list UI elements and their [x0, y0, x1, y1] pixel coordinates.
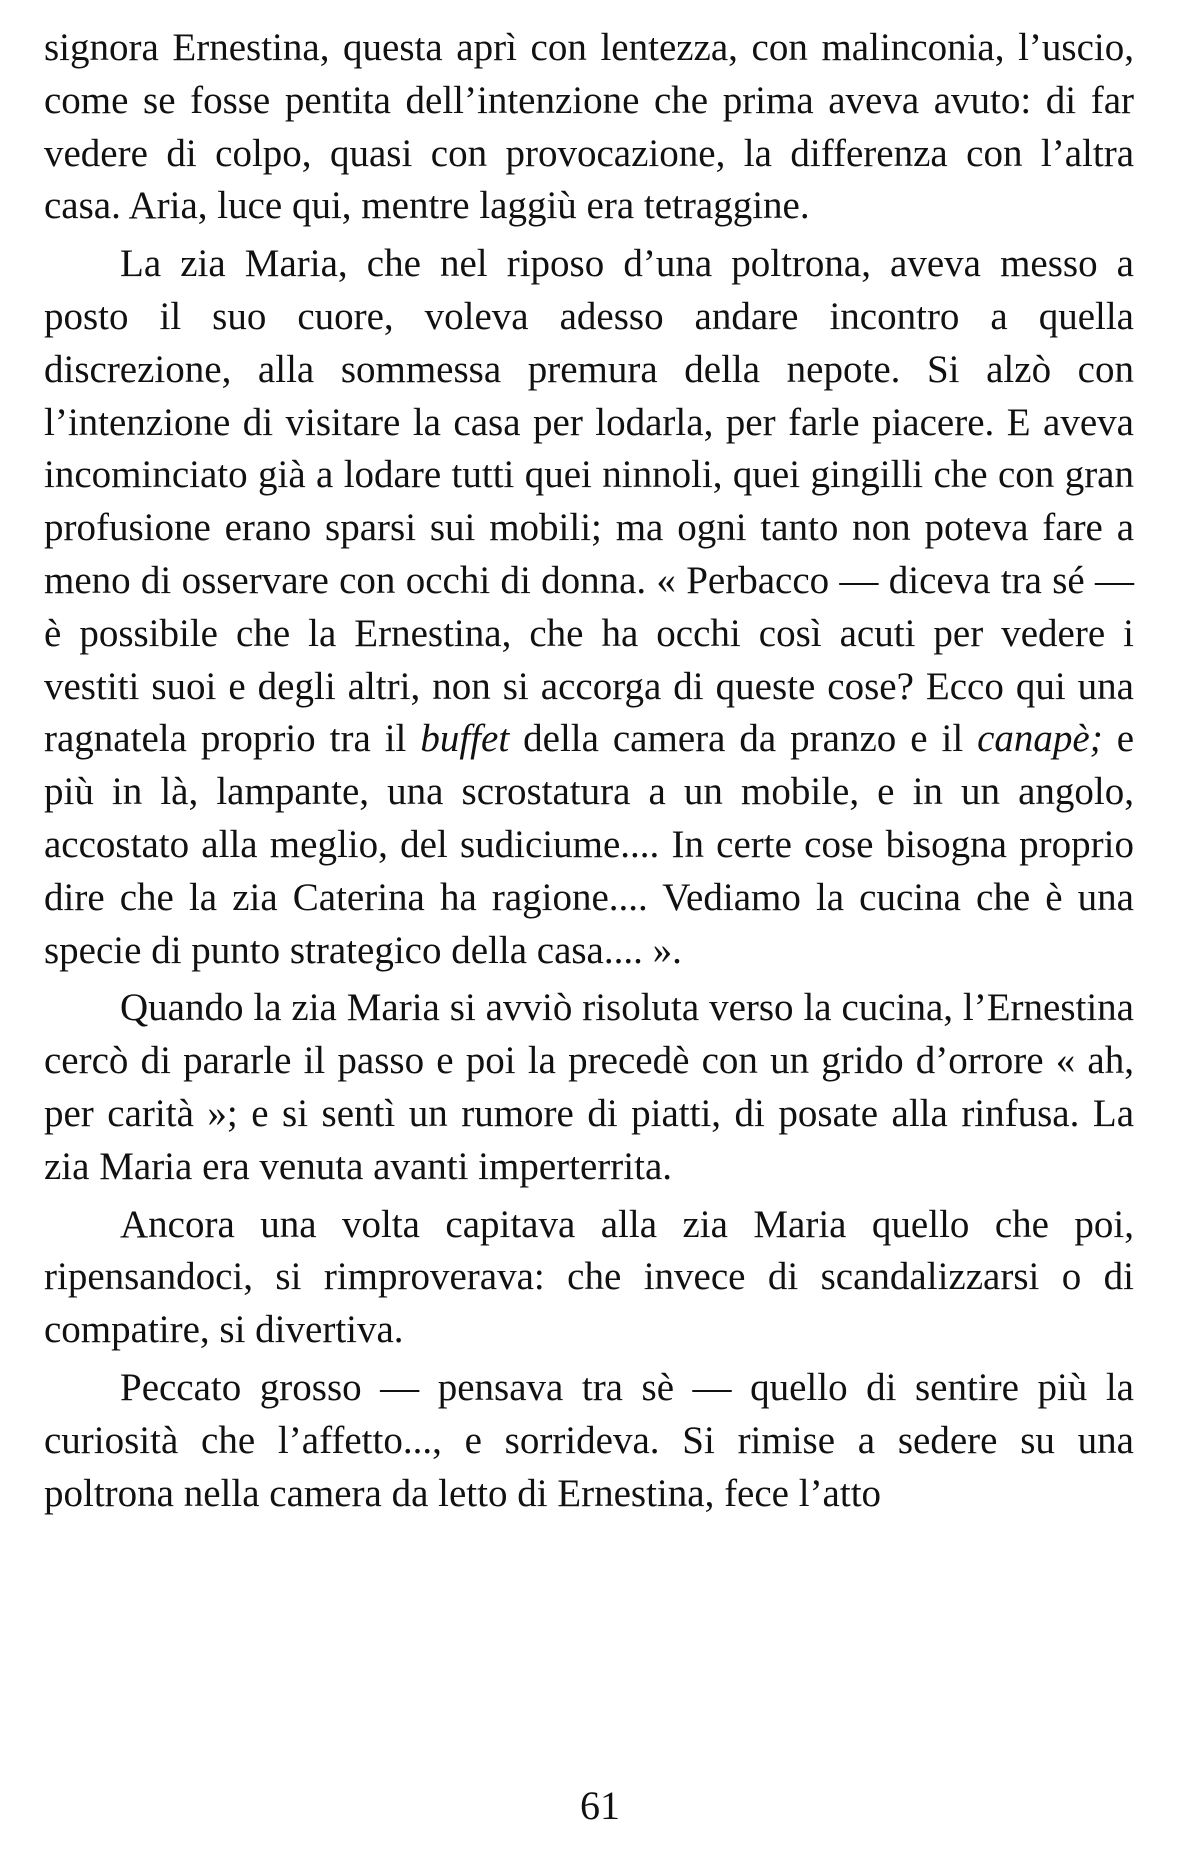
paragraph-2 — [44, 238, 1134, 977]
paragraph-4 — [44, 1199, 1134, 1357]
paragraph-3 — [44, 982, 1134, 1193]
paragraph-5-text: Peccato grosso — pensava tra sè — quello di sentire più la curiosità che l’affetto..., e sorrideva. Si rimise a sedere su una poltrona nella camera da letto di Ernestina, fece l’atto — [44, 1365, 1134, 1515]
paragraph-3-text: Quando la zia Maria si avviò risoluta verso la cucina, l’Ernestina cercò di pararle il passo e poi la precedè con un grido d’orrore « ah, per carità »; e si sentì un rumore di piatti, di posate alla rinfusa. La zia Maria era venuta avanti imperterrita. — [44, 986, 1134, 1188]
body-text — [44, 22, 1134, 1520]
paragraph-4-text: Ancora una volta capitava alla zia Maria quello che poi, ripensandoci, si rimproverava: che invece di scandalizzarsi o di compatire, si divertiva. — [44, 1202, 1134, 1352]
paragraph-2-text-b: della camera da pranzo e il — [509, 717, 978, 761]
paragraph-5 — [44, 1362, 1134, 1520]
italic-word-buffet: buffet — [420, 717, 510, 761]
paragraph-1-text: signora Ernestina, questa aprì con lentezza, con malinconia, l’uscio, come se fosse pentita dell’intenzione che prima aveva avuto: di far vedere di colpo, quasi con provocazione, la differenza con l’altra casa. Aria, luce qui, mentre laggiù era tetraggine. — [44, 26, 1134, 228]
paragraph-1 — [44, 22, 1134, 233]
paragraph-2-text-c: e più in là, lampante, una scrostatura a un mobile, e in un angolo, accostato alla meglio, del sudiciume.... In certe cose bisogna proprio dire che la zia Caterina ha ragione.... Vediamo la cucina che è una specie di punto strategico della casa.... ». — [44, 717, 1135, 972]
italic-word-canape: canapè; — [977, 717, 1103, 761]
paragraph-2-text-a: La zia Maria, che nel riposo d’una poltrona, aveva messo a posto il suo cuore, voleva adesso andare incontro a quella discrezione, alla sommessa premura della nepote. Si alzò con l’intenzione di visitare la casa per lodarla, per farle piacere. E aveva incominciato già a lodare tutti quei ninnoli, quei gingilli che con gran profusione erano sparsi sui mobili; ma ogni tanto non poteva fare a meno di osservare con occhi di donna. « Perbacco — diceva tra sé — è possibile che la Ernestina, che ha occhi così acuti per vedere i vestiti suoi e degli altri, non si accorga di queste cose? Ecco qui una ragnatela proprio tra il — [44, 242, 1134, 761]
page-number: 61 — [580, 1783, 620, 1828]
